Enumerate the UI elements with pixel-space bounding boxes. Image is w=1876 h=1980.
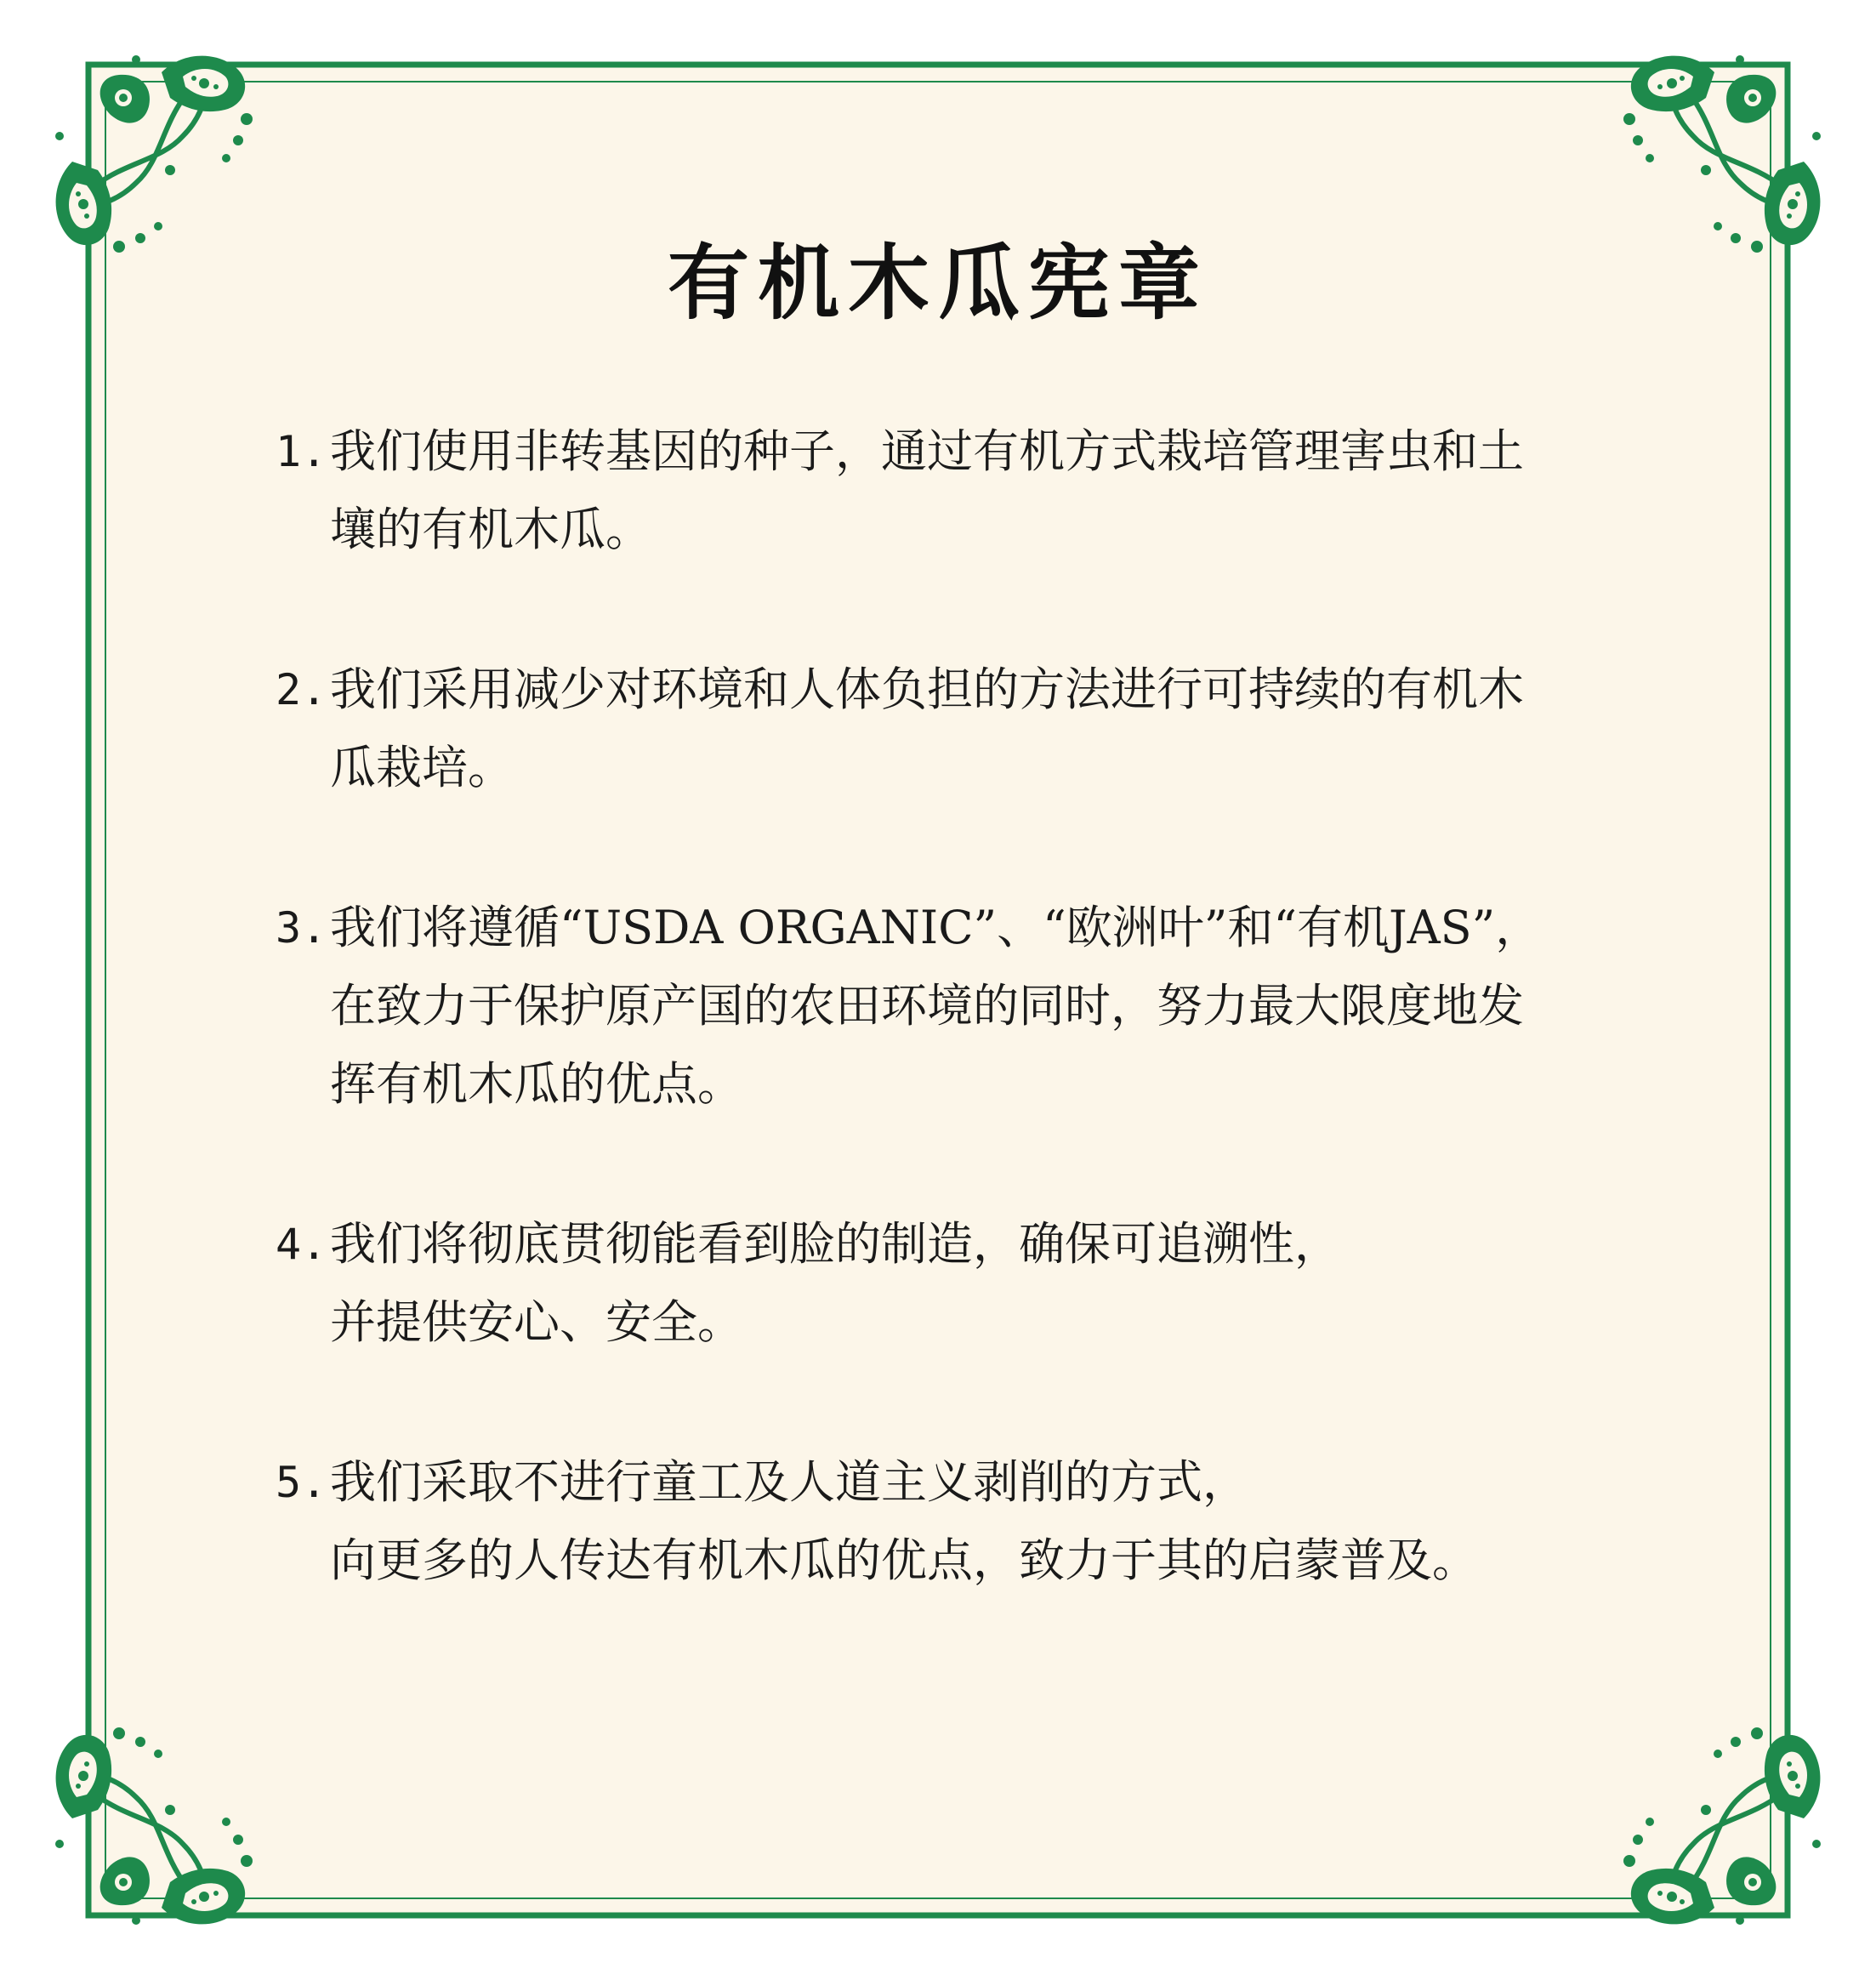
clause-number: 4.	[276, 1220, 327, 1269]
clause-item	[276, 1205, 1619, 1362]
clause-number: 1.	[276, 427, 327, 476]
clause-list	[276, 412, 1619, 1681]
clause-line: 我们将彻底贯彻能看到脸的制造，确保可追溯性，	[330, 1217, 1340, 1271]
clause-line: 瓜栽培。	[330, 741, 514, 794]
clause-item	[276, 651, 1619, 807]
clause-number: 5.	[276, 1458, 327, 1507]
clause-line: 并提供安心、安全。	[330, 1295, 743, 1349]
clause-item	[276, 1443, 1619, 1600]
page-title: 有机木瓜宪章	[668, 235, 1208, 331]
clause-item	[276, 412, 1619, 569]
clause-line: 我们使用非转基因的种子，通过有机方式栽培管理害虫和土	[330, 424, 1524, 478]
clause-line: 挥有机木瓜的优点。	[330, 1057, 743, 1111]
clause-number: 3.	[276, 903, 327, 953]
clause-number: 2.	[276, 665, 327, 714]
clause-line: 壤的有机木瓜。	[330, 503, 651, 556]
clause-line: 在致力于保护原产国的农田环境的同时，努力最大限度地发	[330, 979, 1524, 1033]
clause-line: 我们采用减少对环境和人体负担的方法进行可持续的有机木	[330, 663, 1524, 716]
clause-line: 我们采取不进行童工及人道主义剥削的方式，	[330, 1455, 1248, 1509]
clause-item	[276, 889, 1619, 1124]
clause-line: 向更多的人传达有机木瓜的优点，致力于其的启蒙普及。	[330, 1533, 1478, 1587]
clause-line: 我们将遵循“USDA ORGANIC”、“欧洲叶”和“有机JAS”，	[330, 901, 1542, 954]
